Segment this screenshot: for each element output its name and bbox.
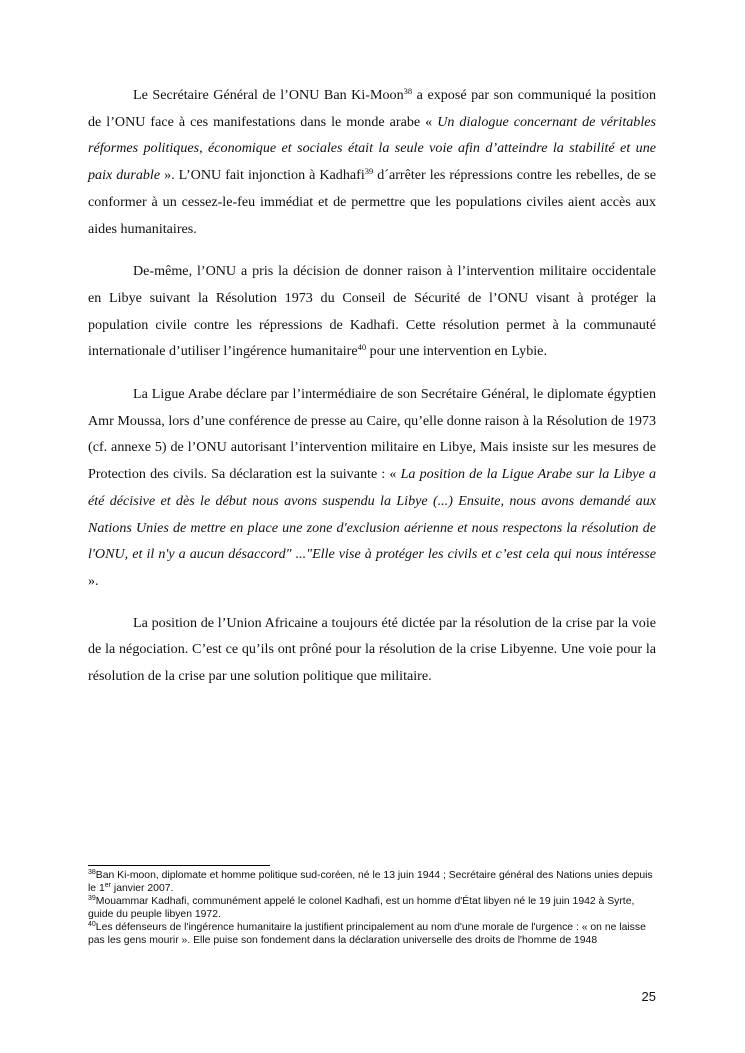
footnote-separator	[88, 865, 270, 866]
footnote-number: 40	[88, 921, 96, 928]
footnote-text: Les défenseurs de l'ingérence humanitaire la justifient principalement au nom d'une morale de l'urgence : « on ne laisse pas les gens mourir ». Elle puise son fondement dans la déclaration universelle des droits de l'homme de 1948	[88, 922, 646, 946]
text-span: ».	[88, 572, 99, 589]
paragraph-resolution-1973	[88, 258, 656, 365]
text-span: La Ligue Arabe déclare par l’intermédiaire de son Secrétaire Général, le diplomate égyptien Amr Moussa, lors d’une conférence de presse au Caire, qu’elle donne raison à la Résolution de 1973 (cf. annexe 5) de l’ONU autorisant l’intervention militaire en Libye, Mais insiste sur les mesures de Protection des civils. Sa déclaration est la suivante : «	[88, 386, 656, 483]
text-span: De-même, l’ONU a pris la décision de donner raison à l’intervention militaire occidentale en Libye suivant la Résolution 1973 du Conseil de Sécurité de l’ONU visant à protéger la population civile contre les répressions de Kadhafi. Cette résolution permet à la communauté internationale d’utiliser l’ingérence humanitaire	[88, 263, 656, 360]
quote-text: Un dialogue concernant de véritables réformes politiques, économique et sociales était la seule voie afin d’atteindre la stabilité et une paix durable	[88, 113, 657, 184]
footnote-ref-39[interactable]: 39	[364, 166, 374, 177]
page-number: 25	[641, 989, 656, 1004]
footnote-ref-38[interactable]: 38	[403, 86, 413, 96]
ordinal-suffix: er	[104, 882, 111, 889]
text-span: ». L’ONU fait injonction à Kadhafi	[160, 167, 365, 184]
footnote-text: Ban Ki-moon, diplomate et homme politique sud-coréen, né le 13 juin 1944 ; Secrétaire général des Nations unies depuis le 1	[88, 870, 653, 894]
footnote-38	[88, 869, 658, 895]
footnote-text: Mouammar Kadhafi, communément appelé le colonel Kadhafi, est un homme d'État libyen né le 19 juin 1942 à Syrte, guide du peuple libyen 1972.	[88, 896, 635, 920]
text-span: d´arrêter les répressions contre les rebelles, de se conformer à un cessez-le-feu immédiat et de permettre que les populations civiles aient accès aux aides humanitaires.	[88, 167, 656, 237]
text-span: La position de l’Union Africaine a toujours été dictée par la résolution de la crise par la voie de la négociation. C’est ce qu’ils ont prôné pour la résolution de la crise Libyenne. Une voie pour la résolution de la crise par une solution politique que militaire.	[88, 614, 656, 685]
paragraph-ligue-arabe	[88, 381, 656, 595]
footnotes	[88, 869, 658, 947]
text-span: Le Secrétaire Général de l’ONU Ban Ki-Moon	[133, 87, 404, 103]
quote-text: La position de la Ligue Arabe sur la Libye a été décisive et dès le début nous avons suspendu la Libye (...) Ensuite, nous avons demandé aux Nations Unies de mettre en place une zone d'exclusion aérienne et nous respectons la résolution de l'ONU, et il n'y a aucun désaccord" ..."Elle vise à protéger les civils et c’est cela qui nous intéresse	[88, 466, 656, 563]
text-span: pour une intervention en Lybie.	[366, 343, 547, 360]
footnote-number: 39	[88, 895, 96, 902]
paragraph-union-africaine	[88, 610, 656, 690]
footnote-40	[88, 921, 658, 947]
footnote-ref-40[interactable]: 40	[357, 342, 367, 353]
body-text	[88, 82, 656, 704]
paragraph-onu-communique	[88, 82, 656, 242]
text-span: a exposé par son communiqué la position de l’ONU face à ces manifestations dans le monde arabe «	[88, 87, 657, 130]
footnote-number: 38	[88, 869, 96, 876]
footnote-39	[88, 895, 658, 921]
footnote-text: janvier 2007.	[111, 883, 174, 894]
